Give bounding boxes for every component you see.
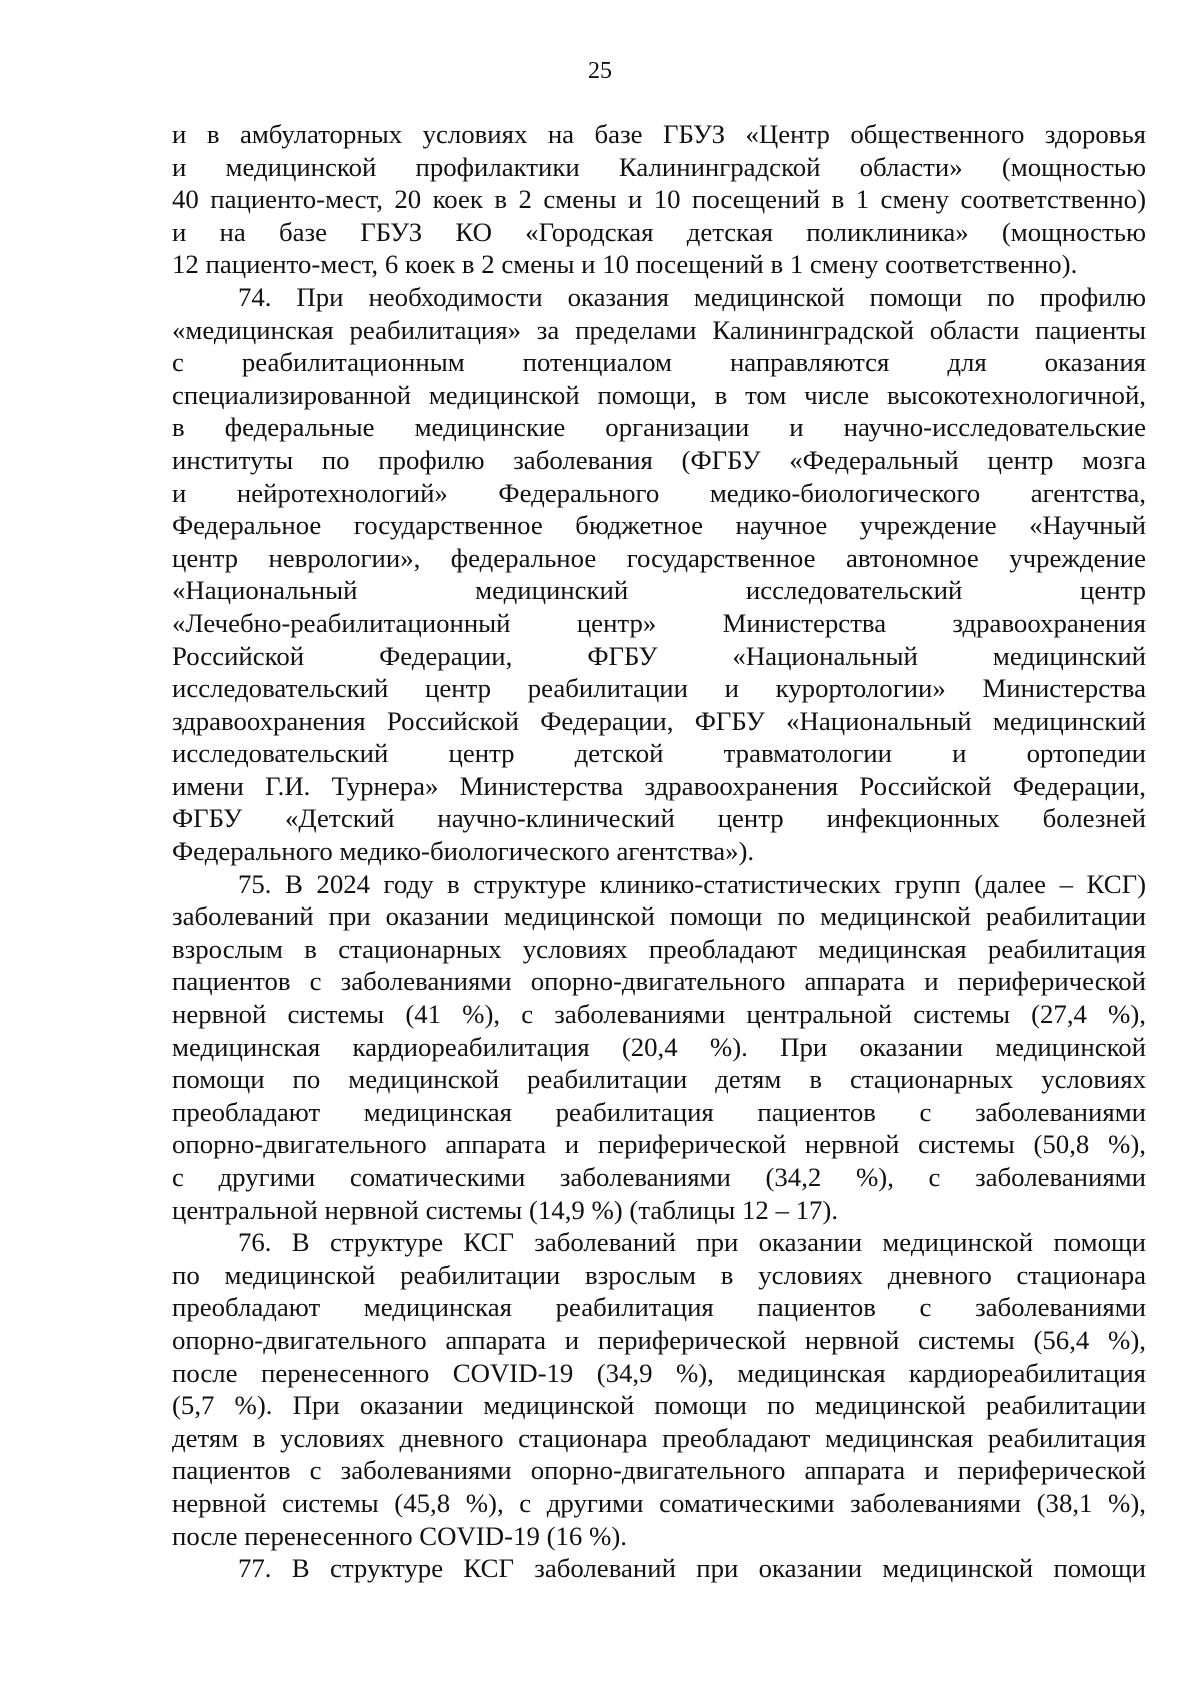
- text-line: «Национальный медицинский исследовательский центр: [172, 575, 1146, 606]
- text-line: 40 пациенто-мест, 20 коек в 2 смены и 10 посещений в 1 смену соответственно): [172, 184, 1146, 215]
- text-line: заболеваний при оказании медицинской помощи по медицинской реабилитации: [172, 901, 1146, 932]
- text-line: детям в условиях дневного стационара преобладают медицинская реабилитация: [172, 1422, 1146, 1453]
- text-line: исследовательский центр детской травматологии и ортопедии: [172, 738, 1146, 769]
- text-line: ФГБУ «Детский научно-клинический центр инфекционных болезней: [172, 803, 1146, 834]
- text-line: после перенесенного COVID-19 (16 %).: [172, 1520, 627, 1551]
- text-line: после перенесенного COVID-19 (34,9 %), медицинская кардиореабилитация: [172, 1357, 1146, 1388]
- text-line: преобладают медицинская реабилитация пациентов с заболеваниями: [172, 1096, 1146, 1127]
- text-line: 75. В 2024 году в структуре клинико-статистических групп (далее – КСГ): [238, 868, 1146, 899]
- text-line: опорно-двигательного аппарата и периферической нервной системы (56,4 %),: [172, 1324, 1146, 1355]
- text-line: «Лечебно-реабилитационный центр» Министерства здравоохранения: [172, 607, 1146, 638]
- text-line: и на базе ГБУЗ КО «Городская детская поликлиника» (мощностью: [172, 216, 1146, 247]
- text-line: имени Г.И. Турнера» Министерства здравоохранения Российской Федерации,: [172, 770, 1146, 801]
- text-line: помощи по медицинской реабилитации детям в стационарных условиях: [172, 1064, 1146, 1095]
- page-number: 25: [588, 58, 612, 84]
- text-line: 77. В структуре КСГ заболеваний при оказании медицинской помощи: [238, 1553, 1146, 1584]
- body-text: [172, 118, 1146, 1585]
- text-line: пациентов с заболеваниями опорно-двигательного аппарата и периферической: [172, 1455, 1146, 1486]
- text-line: Федеральное государственное бюджетное научное учреждение «Научный: [172, 510, 1146, 541]
- text-line: и в амбулаторных условиях на базе ГБУЗ «Центр общественного здоровья: [172, 119, 1146, 149]
- text-line: в федеральные медицинские организации и научно-исследовательские: [172, 412, 1146, 443]
- text-line: Федерального медико-биологического агентства»).: [172, 836, 755, 867]
- text-line: и нейротехнологий» Федерального медико-биологического агентства,: [172, 477, 1146, 508]
- text-line: по медицинской реабилитации взрослым в условиях дневного стационара: [172, 1259, 1146, 1290]
- text-line: с другими соматическими заболеваниями (34,2 %), с заболеваниями: [172, 1162, 1146, 1192]
- text-line: «медицинская реабилитация» за пределами Калининградской области пациенты: [172, 314, 1146, 345]
- text-line: (5,7 %). При оказании медицинской помощи по медицинской реабилитации: [172, 1390, 1146, 1421]
- text-line: 76. В структуре КСГ заболеваний при оказании медицинской помощи: [238, 1227, 1146, 1258]
- text-line: преобладают медицинская реабилитация пациентов с заболеваниями: [172, 1292, 1146, 1323]
- text-line: специализированной медицинской помощи, в том числе высокотехнологичной,: [172, 379, 1146, 410]
- text-line: 74. При необходимости оказания медицинской помощи по профилю: [238, 281, 1146, 312]
- text-line: здравоохранения Российской Федерации, ФГБУ «Национальный медицинский: [172, 705, 1146, 736]
- text-line: исследовательский центр реабилитации и курортологии» Министерства: [172, 673, 1146, 704]
- text-line: пациентов с заболеваниями опорно-двигательного аппарата и периферической: [172, 966, 1146, 997]
- text-line: нервной системы (41 %), с заболеваниями центральной системы (27,4 %),: [172, 999, 1146, 1030]
- text-line: с реабилитационным потенциалом направляются для оказания: [172, 347, 1146, 378]
- text-line: и медицинской профилактики Калининградской области» (мощностью: [172, 151, 1146, 182]
- text-line: центральной нервной системы (14,9 %) (таблицы 12 – 17).: [172, 1194, 839, 1225]
- text-line: центр неврологии», федеральное государственное автономное учреждение: [172, 542, 1146, 573]
- text-line: опорно-двигательного аппарата и периферической нервной системы (50,8 %),: [172, 1129, 1146, 1160]
- text-line: нервной системы (45,8 %), с другими соматическими заболеваниями (38,1 %),: [172, 1487, 1146, 1518]
- text-line: 12 пациенто-мест, 6 коек в 2 смены и 10 посещений в 1 смену соответственно).: [172, 249, 1078, 280]
- text-line: медицинская кардиореабилитация (20,4 %). При оказании медицинской: [172, 1031, 1146, 1062]
- text-line: институты по профилю заболевания (ФГБУ «Федеральный центр мозга: [172, 444, 1146, 475]
- text-line: Российской Федерации, ФГБУ «Национальный медицинский: [172, 640, 1146, 671]
- text-line: взрослым в стационарных условиях преобладают медицинская реабилитация: [172, 933, 1146, 964]
